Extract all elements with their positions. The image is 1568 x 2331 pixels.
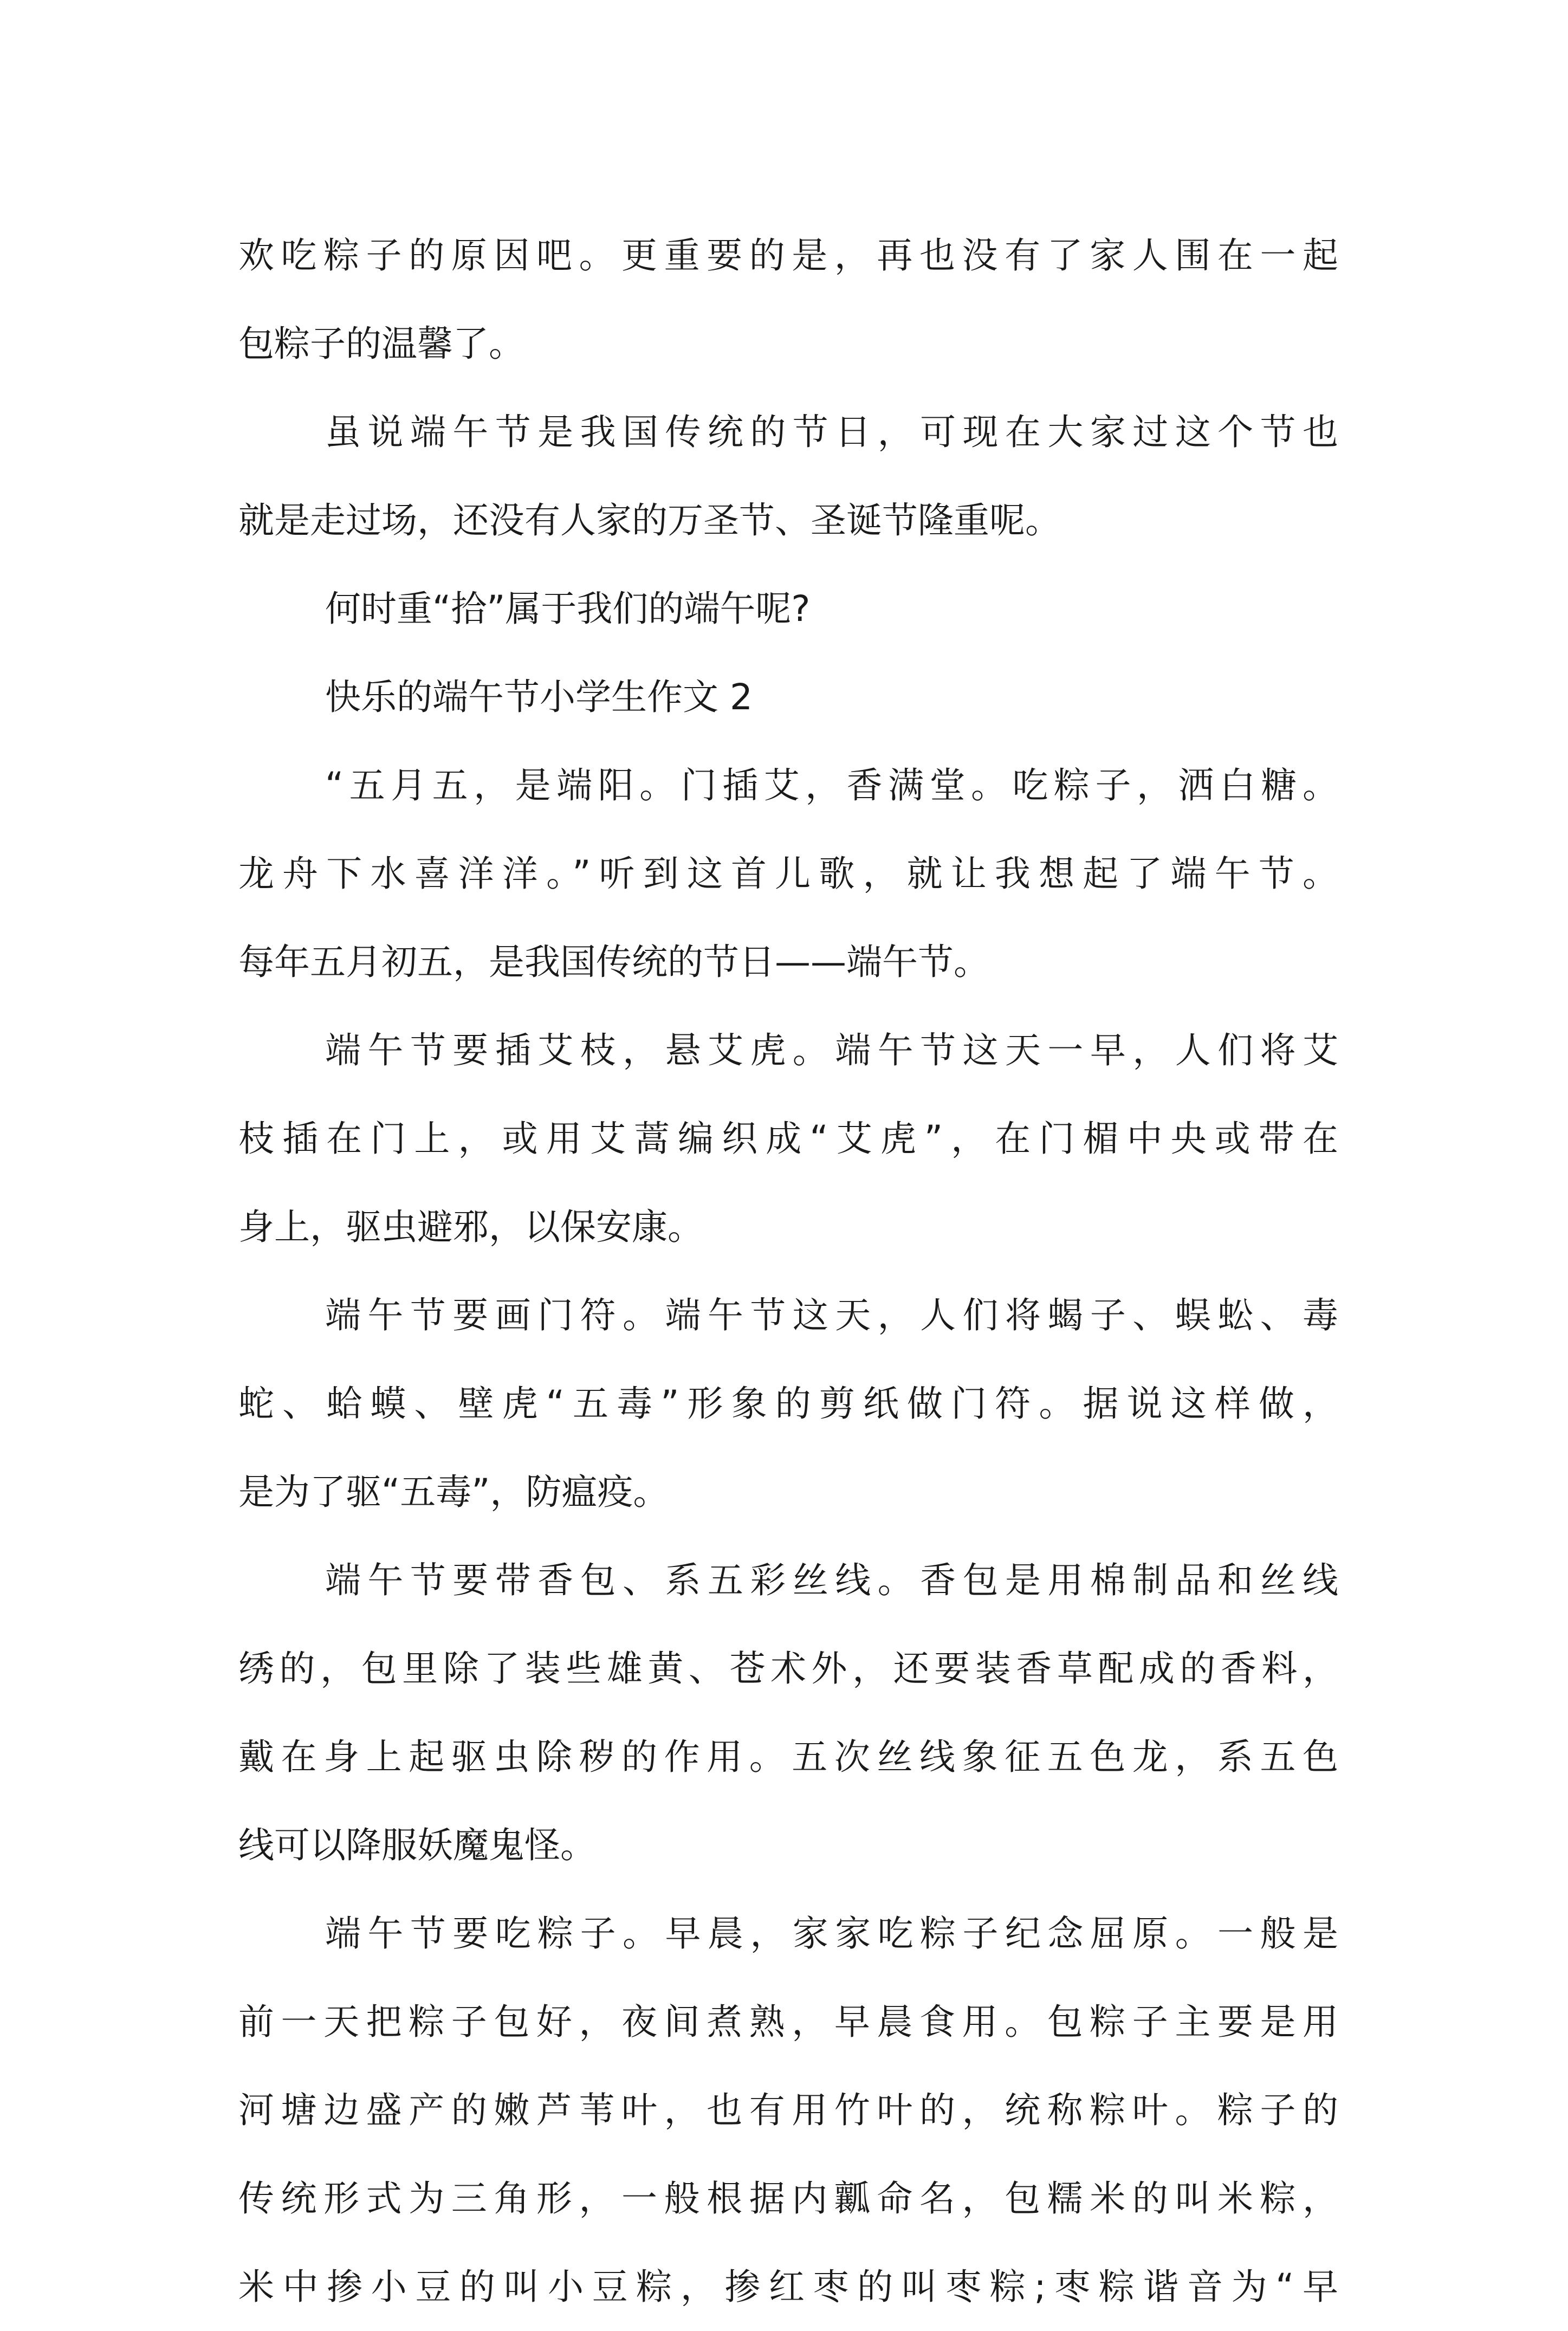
text-line: 蛇、蛤蟆、壁虎“五毒”形象的剪纸做门符。据说这样做， xyxy=(238,1383,1338,1424)
essay-body xyxy=(238,211,1338,2331)
text-line: 前一天把粽子包好，夜间煮熟，早晨食用。包粽子主要是用 xyxy=(238,2001,1338,2043)
text-line: 线可以降服妖魔鬼怪。 xyxy=(238,1824,596,1866)
text-line: 米中掺小豆的叫小豆粽，掺红枣的叫枣粽;枣粽谐音为“早 xyxy=(238,2266,1338,2308)
text-line: 河塘边盛产的嫩芦苇叶，也有用竹叶的，统称粽叶。粽子的 xyxy=(238,2089,1338,2131)
text-line: 欢吃粽子的原因吧。更重要的是，再也没有了家人围在一起 xyxy=(238,235,1338,276)
text-line: 端午节要画门符。端午节这天，人们将蝎子、蜈蚣、毒 xyxy=(325,1294,1338,1336)
text-line: 虽说端午节是我国传统的节日，可现在大家过这个节也 xyxy=(325,411,1338,453)
text-line: 传统形式为三角形，一般根据内瓤命名，包糯米的叫米粽， xyxy=(238,2178,1338,2219)
text-line: 端午节要吃粽子。早晨，家家吃粽子纪念屈原。一般是 xyxy=(325,1913,1338,1954)
text-line: 枝插在门上，或用艾蒿编织成“艾虎”，在门楣中央或带在 xyxy=(238,1118,1338,1160)
text-line: 端午节要插艾枝，悬艾虎。端午节这天一早，人们将艾 xyxy=(325,1029,1338,1071)
text-line: 包粽子的温馨了。 xyxy=(238,323,524,365)
text-line: 身上，驱虫避邪，以保安康。 xyxy=(238,1206,703,1248)
text-line: 端午节要带香包、系五彩丝线。香包是用棉制品和丝线 xyxy=(325,1559,1338,1601)
text-line: 龙舟下水喜洋洋。”听到这首儿歌，就让我想起了端午节。 xyxy=(238,853,1338,895)
text-line: 是为了驱“五毒”，防瘟疫。 xyxy=(238,1471,669,1513)
section-heading: 快乐的端午节小学生作文 2 xyxy=(325,676,753,718)
text-line: 何时重“拾”属于我们的端午呢? xyxy=(325,588,811,630)
text-line: 就是走过场，还没有人家的万圣节、圣诞节隆重呢。 xyxy=(238,500,1061,541)
text-line: “五月五，是端阳。门插艾，香满堂。吃粽子，洒白糖。 xyxy=(325,765,1338,806)
text-line: 戴在身上起驱虫除秽的作用。五次丝线象征五色龙，系五色 xyxy=(238,1736,1338,1778)
text-line: 每年五月初五，是我国传统的节日——端午节。 xyxy=(238,941,989,983)
text-line: 绣的，包里除了装些雄黄、苍术外，还要装香草配成的香料， xyxy=(238,1648,1338,1689)
